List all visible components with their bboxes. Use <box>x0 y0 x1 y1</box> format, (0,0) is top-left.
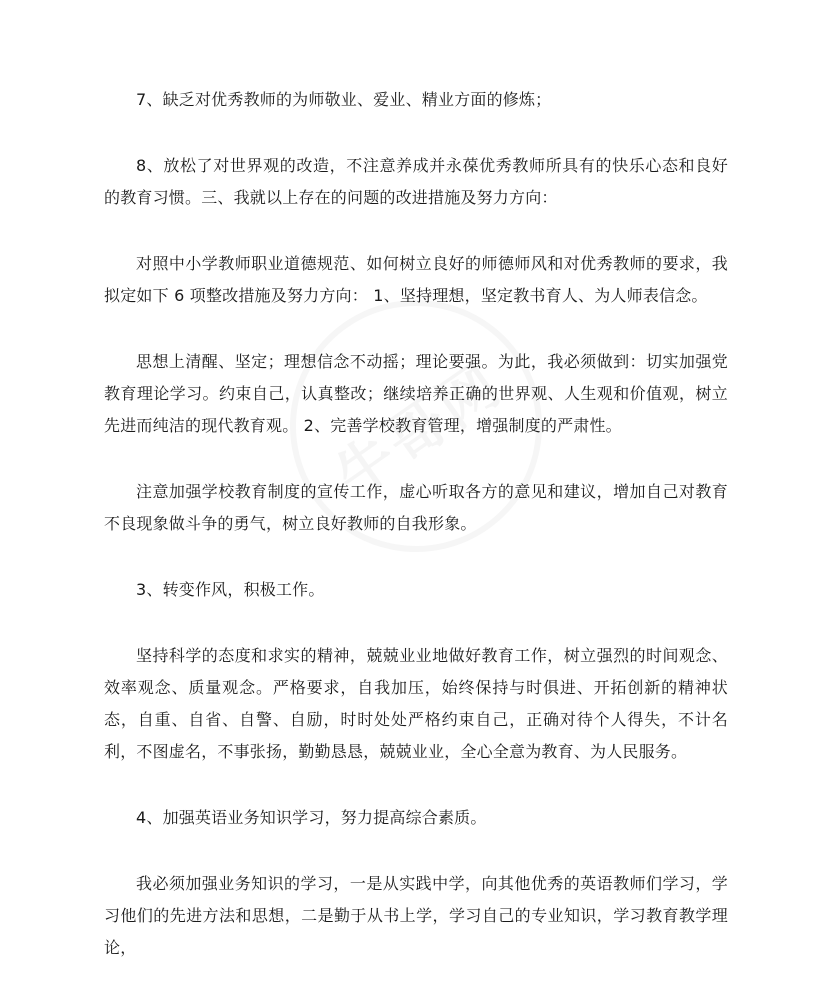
paragraph-spacer <box>104 442 728 476</box>
document-body <box>104 84 728 964</box>
paragraph-item-7: 7、缺乏对优秀教师的为师敬业、爱业、精业方面的修炼； <box>136 90 552 109</box>
paragraph-heading-4: 4、加强英语业务知识学习，努力提高综合素质。 <box>136 808 487 827</box>
paragraph-spacer <box>104 768 728 802</box>
paragraph-item-8: 8、放松了对世界观的改造，不注意养成并永葆优秀教师所具有的快乐心态和良好的教育习惯。三、我就以上存在的问题的改进措施及努力方向： <box>104 156 728 207</box>
paragraph-spacer <box>104 214 728 248</box>
paragraph-learning: 我必须加强业务知识的学习，一是从实践中学，向其他优秀的英语教师们学习，学习他们的先进方法和思想，二是勤于从书上学，学习自己的专业知识，学习教育教学理论， <box>104 874 728 957</box>
paragraph-school-system: 注意加强学校教育制度的宣传工作，虚心听取各方的意见和建议，增加自己对教育不良现象做斗争的勇气，树立良好教师的自我形象。 <box>104 482 728 533</box>
paragraph-measures-intro: 对照中小学教师职业道德规范、如何树立良好的师德师风和对优秀教师的要求，我拟定如下 6 项整改措施及努力方向： 1、坚持理想，坚定教书育人、为人师表信念。 <box>104 254 728 305</box>
paragraph-ideology: 思想上清醒、坚定；理想信念不动摇；理论要强。为此，我必须做到：切实加强党教育理论学习。约束自己，认真整改；继续培养正确的世界观、人生观和价值观，树立先进而纯洁的现代教育观。 2、完善学校教育管理，增强制度的严肃性。 <box>104 352 728 435</box>
paragraph-spacer <box>104 606 728 640</box>
paragraph-spacer <box>104 116 728 150</box>
paragraph-heading-3: 3、转变作风，积极工作。 <box>136 580 325 599</box>
paragraph-attitude: 坚持科学的态度和求实的精神，兢兢业业地做好教育工作，树立强烈的时间观念、效率观念、质量观念。严格要求，自我加压，始终保持与时俱进、开拓创新的精神状态，自重、自省、自警、自励，时时处处严格约束自己，正确对待个人得失，不计名利，不图虚名，不事张扬，勤勤恳恳，兢兢业业，全心全意为教育、为人民服务。 <box>104 646 728 761</box>
paragraph-spacer <box>104 312 728 346</box>
paragraph-spacer <box>104 834 728 868</box>
paragraph-spacer <box>104 540 728 574</box>
